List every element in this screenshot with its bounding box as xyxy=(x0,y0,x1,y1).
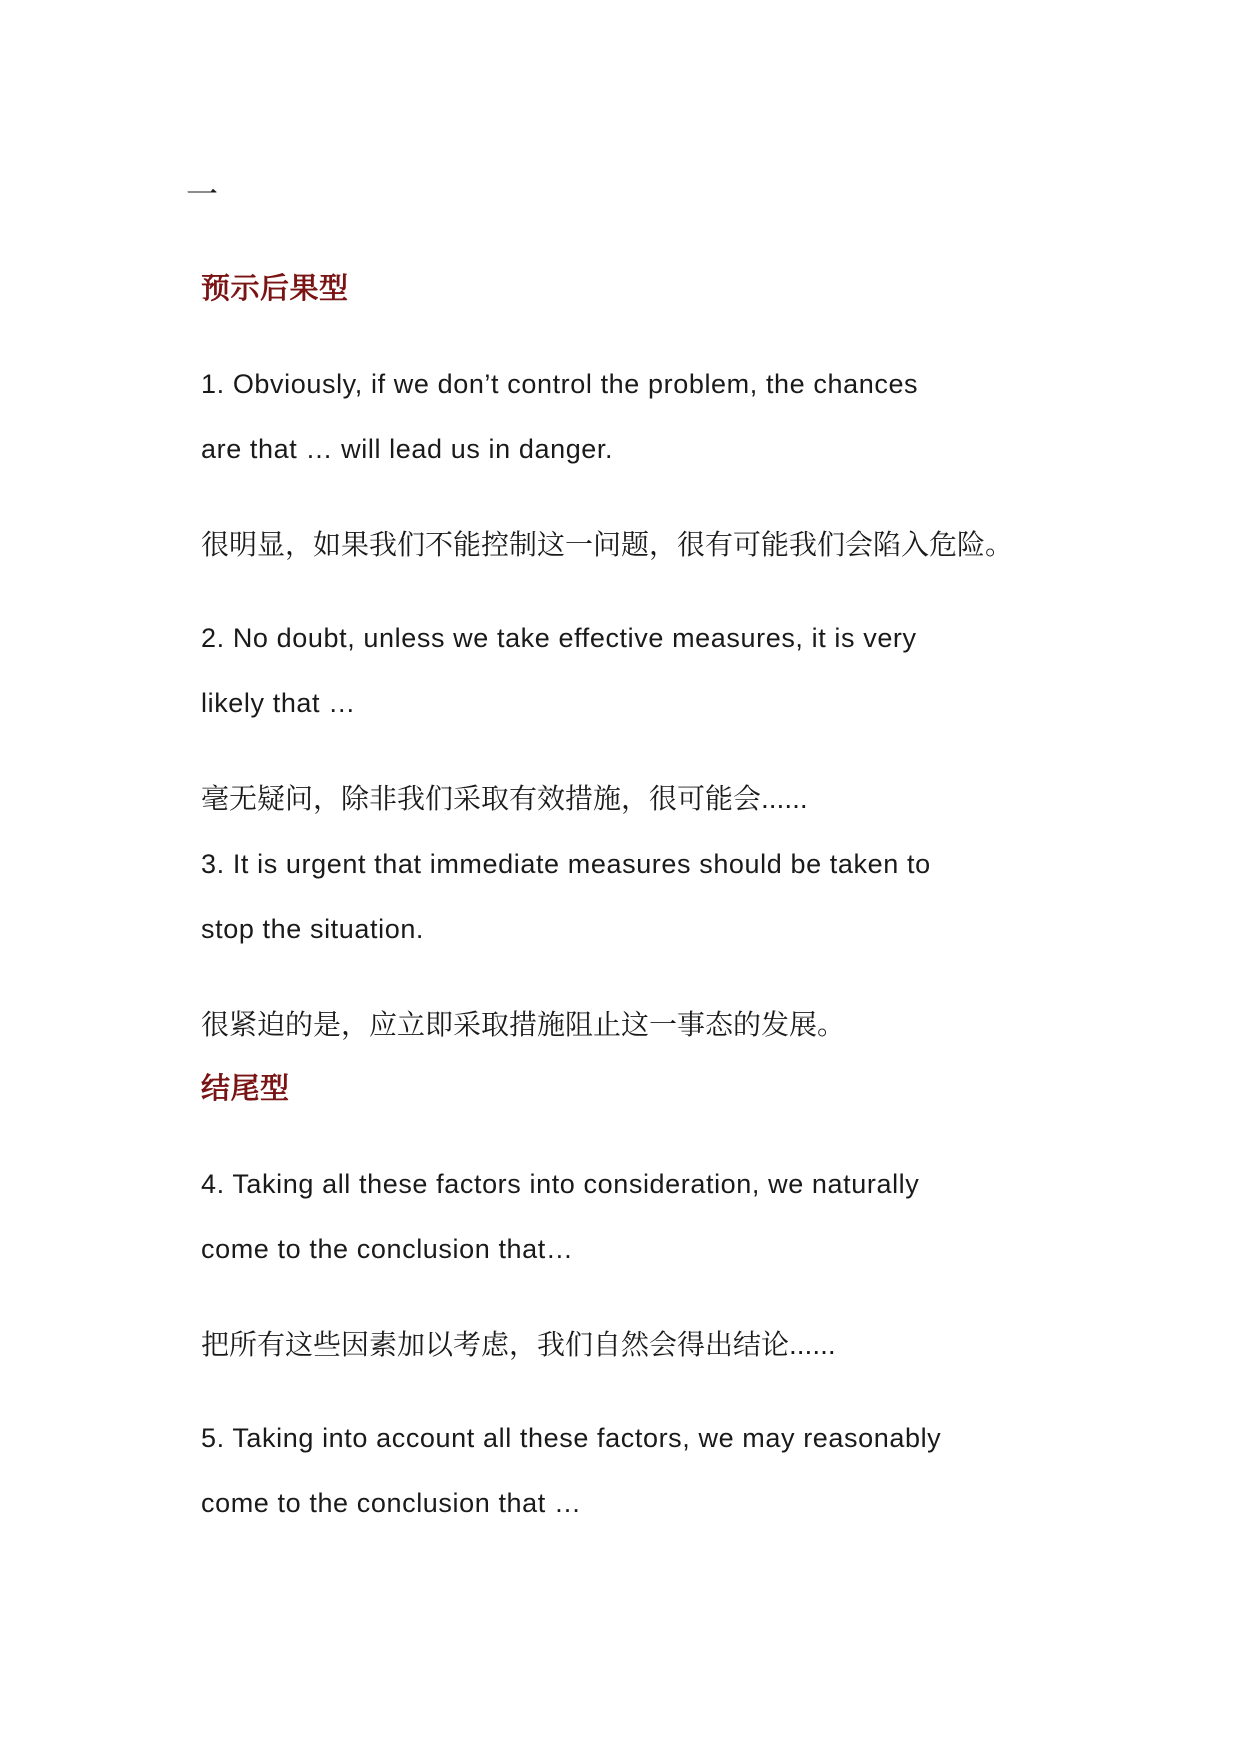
section-heading-conclusion: 结尾型 xyxy=(201,1073,290,1105)
item-1-english xyxy=(201,352,1101,482)
item-1-english-line-1: 1. Obviously, if we don’t control the problem, the chances xyxy=(201,369,919,399)
item-4-english-line-1: 4. Taking all these factors into consideration, we naturally xyxy=(201,1169,920,1199)
item-2-english-line-2: likely that … xyxy=(201,688,356,718)
item-1-english-line-2: are that … will lead us in danger. xyxy=(201,434,614,464)
item-3-english xyxy=(201,832,1101,962)
item-3-english-line-1: 3. It is urgent that immediate measures should be taken to xyxy=(201,849,931,879)
section-marker: 一 xyxy=(186,176,219,212)
item-1-chinese: 很明显，如果我们不能控制这一问题，很有可能我们会陷入危险。 xyxy=(201,529,1014,560)
item-5-english-line-1: 5. Taking into account all these factors, we may reasonably xyxy=(201,1423,942,1453)
item-4-chinese: 把所有这些因素加以考虑，我们自然会得出结论...... xyxy=(201,1329,836,1360)
item-2-chinese: 毫无疑问，除非我们采取有效措施，很可能会...... xyxy=(201,783,808,814)
item-4-english xyxy=(201,1152,1101,1282)
item-5-english xyxy=(201,1406,1101,1536)
item-2-english xyxy=(201,606,1101,736)
item-4-english-line-2: come to the conclusion that… xyxy=(201,1234,574,1264)
item-3-english-line-2: stop the situation. xyxy=(201,914,425,944)
section-heading-consequence: 预示后果型 xyxy=(201,273,349,305)
item-2-english-line-1: 2. No doubt, unless we take effective measures, it is very xyxy=(201,623,917,653)
item-3-chinese: 很紧迫的是，应立即采取措施阻止这一事态的发展。 xyxy=(201,1009,846,1040)
item-5-english-line-2: come to the conclusion that … xyxy=(201,1488,582,1518)
